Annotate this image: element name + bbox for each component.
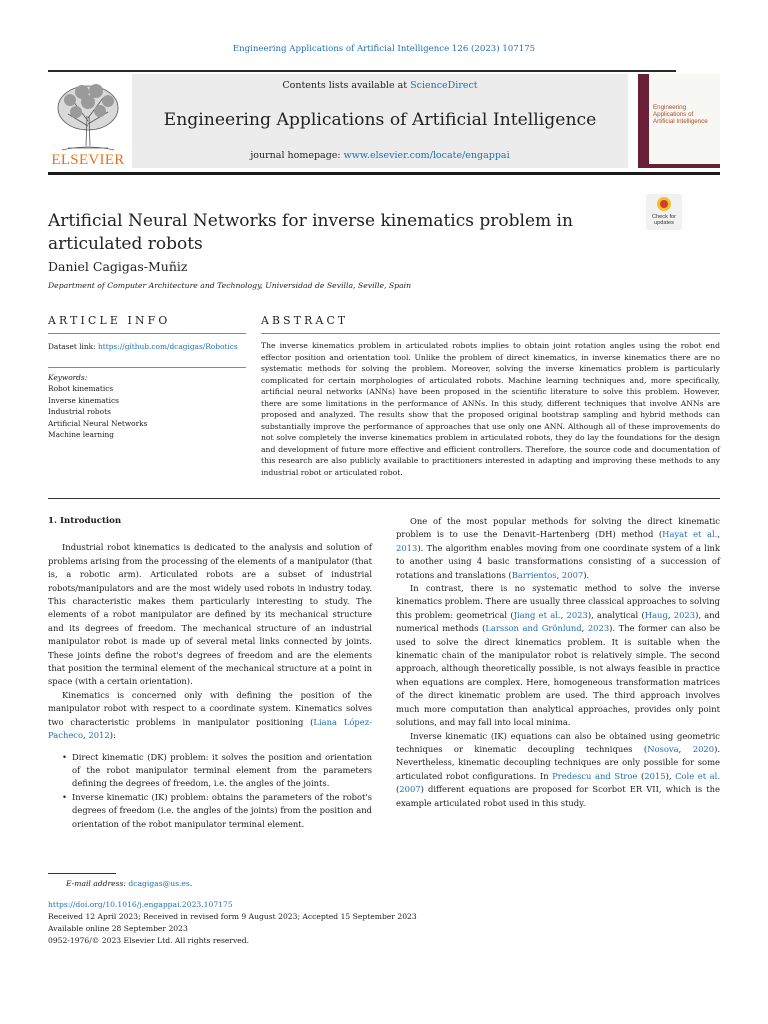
citation-link[interactable]: Larsson and Grönlund bbox=[485, 623, 582, 634]
journal-title: Engineering Applications of Artificial Intelligence bbox=[163, 110, 597, 130]
keyword-item: Inverse kinematics bbox=[48, 395, 119, 405]
received-dates: Received 12 April 2023; Received in revised form 9 August 2023; Accepted 15 September 2023 bbox=[48, 912, 417, 921]
article-info-heading: ARTICLE INFO bbox=[48, 314, 171, 327]
introduction-heading: 1. Introduction bbox=[48, 516, 122, 526]
keyword-item: Artificial Neural Networks bbox=[48, 418, 148, 428]
doi-link[interactable]: https://doi.org/10.1016/j.engappai.2023.107175 bbox=[48, 900, 233, 909]
journal-cover-image bbox=[638, 74, 720, 168]
intro-paragraph-2 bbox=[48, 689, 372, 743]
p2-text: Kinematics is concerned only with defining the position of the manipulator robot with respect to a coordinate system. Kinematics solves two characteristic problems in manipulator positioning ( bbox=[48, 689, 372, 727]
keyword-item: Industrial robots bbox=[48, 407, 111, 417]
check-updates-label: Check for updates bbox=[652, 214, 676, 226]
available-online-date: Available online 28 September 2023 bbox=[48, 924, 188, 933]
abstract-rule bbox=[261, 333, 720, 334]
article-info-rule bbox=[48, 333, 246, 334]
citation-link[interactable]: Liana López-Pacheco bbox=[48, 716, 372, 741]
homepage-line bbox=[132, 150, 628, 161]
citation-year-link[interactable]: 2023 bbox=[566, 609, 588, 620]
r3-sep: , bbox=[678, 743, 693, 754]
masthead bbox=[48, 70, 720, 170]
citation-link[interactable]: Jiang et al. bbox=[513, 609, 561, 620]
r1-end: ). bbox=[583, 569, 590, 580]
check-updates-icon bbox=[657, 197, 671, 211]
citation-year-link[interactable]: 2012 bbox=[88, 730, 110, 741]
journal-cover-page bbox=[649, 74, 720, 164]
citation-link[interactable]: Hayat et al. bbox=[662, 529, 718, 540]
r2-text: ). The former can also be used to solve the direct kinematics problem. It is suitable when the kinematic chain of the manipulator robot is relatively simple. The second approach, although theoretically possible, is not always feasible in practice when equations are complex. Here, homogeneous transformation matrices of the direct kinematic problem are used. The third approach involves much more computation than analytical approaches, provides only point solutions, and may fall into local minima. bbox=[396, 623, 720, 728]
check-for-updates-button[interactable] bbox=[646, 194, 682, 230]
author-affiliation: Department of Computer Architecture and Technology, Universidad de Sevilla, Seville, Spain bbox=[48, 281, 412, 290]
list-item: • Direct kinematic (DK) problem: it solves the position and orientation of the robot manipulator terminal element from the parameters defining the degrees of freedom, i.e. the angles of the joints. bbox=[62, 751, 372, 791]
r1-text: One of the most popular methods for solving the direct kinematic problem is to use the Denavit–Hartenberg (DH) method ( bbox=[396, 516, 720, 540]
r2-sep: , bbox=[581, 623, 588, 634]
abstract-text: The inverse kinematics problem in articulated robots implies to obtain joint rotation angles using the robot end effector position and orientation tool. Unlike the problem of direct kinematics, in inverse kinematics there are no systematic methods for solving the problem. Moreover, solving the inverse kinematics problem is particularly complicated for certain morphologies of articulated robots. Machine learning techniques and, more specifically, artificial neural networks (ANNs) have been proposed in the scientific literature to solve this problem. However, there are some limitations in the performance of ANNs. In this study, different techniques that involve ANNs are proposed and analyzed. The results show that the proposed original bootstrap sampling and hybrid methods can substantially improve the performance of approaches that use only one ANN. Although all of these improvements do not solve completely the inverse kinematics problem in articulated robots, they do lay the foundations for the design and development of future more effective and efficient controllers. Therefore, the source code and documentation of this research are also publicly available to practitioners interested in adapting and improving these methods to any industrial robot or articulated robot. bbox=[261, 341, 720, 478]
intro-paragraph-5 bbox=[396, 730, 720, 810]
r2-sep: , bbox=[560, 609, 567, 620]
r3-sep: ( bbox=[396, 784, 400, 795]
r2-text: ), and numerical methods ( bbox=[396, 609, 721, 634]
dataset-rule bbox=[48, 367, 246, 368]
keyword-item: Robot kinematics bbox=[48, 384, 114, 394]
footnote-rule bbox=[48, 873, 116, 874]
citation-year-link[interactable]: 2015 bbox=[644, 770, 666, 781]
p2-comma: , bbox=[83, 730, 89, 741]
email-link[interactable]: dcagigas@us.es bbox=[128, 879, 190, 888]
r2-text: ), analytical ( bbox=[587, 609, 645, 620]
intro-paragraph-3 bbox=[396, 515, 720, 582]
list-item: • Inverse kinematic (IK) problem: obtains the parameters of the robot's degrees of freedom (i.e. the angles of the joints) from the position and orientation of the robot manipulator terminal element. bbox=[62, 791, 372, 831]
r1-comma: , bbox=[717, 529, 720, 540]
journal-reference[interactable]: Engineering Applications of Artificial Intelligence 126 (2023) 107175 bbox=[232, 44, 536, 54]
r1-mid: ). The algorithm enables moving from one coordinate system of a link to another using 4 basic transformations consisting of a succession of rotations and translations ( bbox=[396, 542, 720, 580]
contents-line bbox=[132, 80, 628, 91]
citation-year-link[interactable]: 2023 bbox=[673, 609, 696, 620]
keywords-label: Keywords: bbox=[48, 373, 88, 382]
author-name: Daniel Cagigas-Muñiz bbox=[48, 259, 188, 274]
dataset-label: Dataset link: bbox=[48, 342, 98, 351]
r2-sep: , bbox=[667, 609, 674, 620]
r1-comma2: , bbox=[556, 569, 562, 580]
journal-cover-title: Engineering Applications of Artificial Intelligence bbox=[653, 104, 708, 125]
publisher-name: ELSEVIER bbox=[51, 152, 125, 168]
citation-year-link[interactable]: 2007 bbox=[561, 569, 584, 580]
p2-end: ): bbox=[109, 730, 116, 741]
masthead-top-rule bbox=[48, 70, 676, 72]
homepage-prefix: journal homepage: bbox=[250, 150, 344, 161]
r3-sep: ( bbox=[637, 770, 645, 781]
masthead-bottom-rule bbox=[48, 172, 720, 175]
intro-paragraph-1: Industrial robot kinematics is dedicated to the analysis and solution of problems arising from the processing of the elements of a manipulator (that is, a robotic arm). Articulated robots are a subset of industrial robots/manipulators and are the most widely used robots in industry today. This characteristic makes them particularly interesting to study. The elements of a robot manipulator are defined by its mechanical structure and its degrees of freedom. The mechanical structure of an industrial manipulator robot is made up of several metal links connected by joints. These joints define the robot's degrees of freedom and are the elements that position the terminal element of the mechanical structure at a point in space (with a certain orientation). bbox=[48, 542, 372, 687]
body-column-left bbox=[48, 515, 372, 831]
keywords-block bbox=[48, 372, 246, 440]
r3-text: ), bbox=[665, 770, 676, 781]
dataset-link-line bbox=[48, 342, 246, 352]
dataset-link[interactable]: https://github.com/dcagigas/Robotics bbox=[98, 342, 238, 351]
citation-year-link[interactable]: 2007 bbox=[399, 784, 421, 795]
citation-link[interactable]: Cole et al. bbox=[675, 770, 720, 781]
copyright-notice: 0952-1976/© 2023 Elsevier Ltd. All rights reserved. bbox=[48, 936, 250, 945]
citation-year-link[interactable]: 2020 bbox=[692, 743, 715, 754]
contents-prefix: Contents lists available at bbox=[282, 80, 411, 91]
citation-year-link[interactable]: 2023 bbox=[587, 623, 610, 634]
citation-link[interactable]: Barrientos bbox=[511, 569, 557, 580]
homepage-link[interactable]: www.elsevier.com/locate/engappai bbox=[343, 150, 510, 161]
r3-text: Inverse kinematic (IK) equations can also be obtained using geometric techniques or kinematic decoupling techniques ( bbox=[396, 730, 720, 754]
sciencedirect-link[interactable]: ScienceDirect bbox=[410, 80, 478, 91]
body-separator-rule bbox=[48, 498, 720, 499]
email-footnote bbox=[66, 879, 192, 888]
citation-link[interactable]: Nosova bbox=[647, 743, 679, 754]
masthead-banner bbox=[132, 74, 628, 168]
r3-text: ). Nevertheless, kinematic decoupling techniques are only possible for some articulated robot configurations. In bbox=[396, 743, 720, 781]
abstract-heading: ABSTRACT bbox=[261, 314, 349, 327]
citation-link[interactable]: Predescu and Stroe bbox=[552, 770, 638, 781]
problem-list bbox=[62, 751, 372, 831]
r3-text: ) different equations are proposed for Scorbot ER VII, which is the example articulated robot used in this study. bbox=[396, 784, 720, 808]
r2-text: In contrast, there is no systematic method to solve the inverse kinematics problem. There are usually three classical approaches to solving this problem: geometrical ( bbox=[396, 583, 720, 620]
citation-year-link[interactable]: 2013 bbox=[396, 542, 418, 553]
keyword-item: Machine learning bbox=[48, 430, 115, 440]
intro-paragraph-4 bbox=[396, 582, 720, 729]
email-label: E-mail address: bbox=[66, 879, 126, 888]
email-end: . bbox=[189, 879, 193, 888]
body-column-right bbox=[396, 515, 720, 810]
citation-link[interactable]: Haug bbox=[644, 609, 668, 620]
article-title: Artificial Neural Networks for inverse kinematics problem in articulated robots bbox=[48, 211, 573, 254]
